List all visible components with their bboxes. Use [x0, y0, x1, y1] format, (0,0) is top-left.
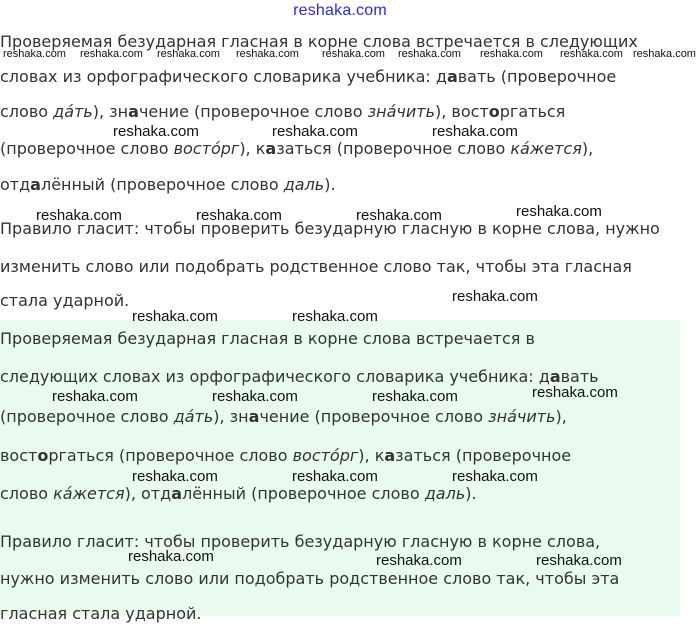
watermark: reshaka.com	[3, 48, 66, 60]
watermark: reshaka.com	[52, 388, 138, 405]
watermark: reshaka.com	[322, 48, 385, 60]
watermark: reshaka.com	[536, 552, 622, 569]
watermark: reshaka.com	[633, 48, 696, 60]
watermark: reshaka.com	[532, 384, 618, 401]
watermark: reshaka.com	[292, 468, 378, 485]
watermark: reshaka.com	[560, 48, 623, 60]
watermark: reshaka.com	[196, 207, 282, 224]
watermark: reshaka.com	[36, 207, 122, 224]
watermark: reshaka.com	[128, 548, 214, 565]
watermark: reshaka.com	[212, 388, 298, 405]
paragraph-3-line-3: (проверочное слово да́ть), значение (проверочное слово зна́чить),	[0, 407, 567, 426]
paragraph-3-line-2: следующих словах из орфографического словарика учебника: давать	[0, 367, 599, 386]
watermark: reshaka.com	[480, 48, 543, 60]
paragraph-1-line-5: отдалённый (проверочное слово даль).	[0, 175, 336, 194]
paragraph-1-line-3: слово да́ть), значение (проверочное слово зна́чить), восторгаться	[0, 102, 566, 121]
watermark: reshaka.com	[80, 48, 143, 60]
watermark: reshaka.com	[157, 48, 220, 60]
watermark: reshaka.com	[113, 123, 199, 140]
paragraph-3-line-1: Проверяемая безударная гласная в корне слова встречается в	[0, 329, 535, 348]
watermark: reshaka.com	[398, 48, 461, 60]
watermark: reshaka.com	[236, 48, 299, 60]
watermark: reshaka.com	[452, 288, 538, 305]
paragraph-1-line-1: Проверяемая безударная гласная в корне слова встречается в следующих	[0, 32, 638, 51]
watermark: reshaka.com	[452, 468, 538, 485]
watermark: reshaka.com	[272, 123, 358, 140]
watermark: reshaka.com	[132, 308, 218, 325]
watermark: reshaka.com	[376, 552, 462, 569]
watermark: reshaka.com	[372, 388, 458, 405]
paragraph-3-line-5: слово ка́жется), отдалённый (проверочное слово даль).	[0, 484, 477, 503]
site-logo[interactable]: reshaka.com	[293, 2, 387, 19]
watermark: reshaka.com	[432, 123, 518, 140]
paragraph-1-line-2: словах из орфографического словарика учебника: давать (проверочное	[0, 67, 617, 86]
paragraph-2-line-2: изменить слово или подобрать родственное слово так, чтобы эта гласная	[0, 257, 632, 276]
paragraph-4-line-3: гласная стала ударной.	[0, 604, 202, 623]
paragraph-2-line-3: стала ударной.	[0, 291, 130, 310]
paragraph-1-line-4: (проверочное слово восто́рг), казаться (проверочное слово ка́жется),	[0, 139, 594, 158]
watermark: reshaka.com	[292, 308, 378, 325]
paragraph-4-line-1: Правило гласит: чтобы проверить безударную гласную в корне слова,	[0, 532, 601, 551]
watermark: reshaka.com	[516, 203, 602, 220]
watermark: reshaka.com	[132, 468, 218, 485]
paragraph-4-line-2: нужно изменить слово или подобрать родственное слово так, чтобы эта	[0, 569, 620, 588]
watermark: reshaka.com	[356, 207, 442, 224]
paragraph-2-line-1: Правило гласит: чтобы проверить безударную гласную в корне слова, нужно	[0, 219, 660, 238]
paragraph-3-line-4: восторгаться (проверочное слово восто́рг), казаться (проверочное	[0, 446, 572, 465]
